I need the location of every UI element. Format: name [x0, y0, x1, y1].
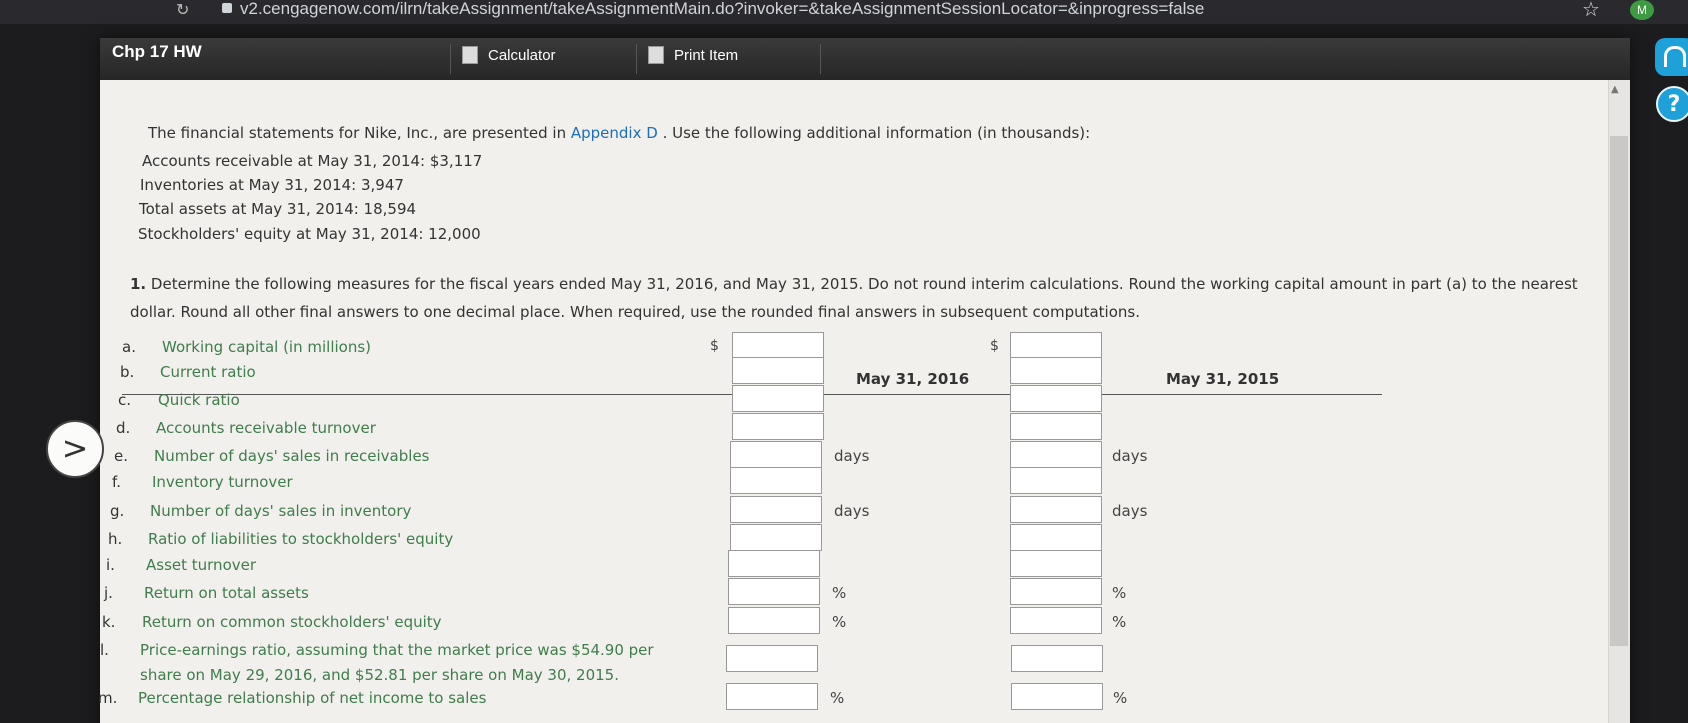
print-item-button[interactable]: [648, 46, 738, 64]
row-letter: a.: [122, 338, 136, 356]
unit-label-2015: %: [1112, 584, 1127, 602]
reload-icon[interactable]: ↻: [176, 2, 190, 19]
address-bar[interactable]: v2.cengagenow.com/ilrn/takeAssignment/takeAssignmentMain.do?invoker=&takeAssignmentSessionLocator=&inprogress=false: [240, 0, 1205, 18]
row-letter: e.: [114, 447, 128, 465]
unit-label-2015: %: [1112, 613, 1127, 631]
column-header-2015: May 31, 2015: [1166, 370, 1280, 388]
answer-input-2015[interactable]: [1010, 578, 1102, 605]
print-label: Print Item: [674, 46, 739, 64]
answer-input-2016[interactable]: [728, 578, 820, 605]
intro-after: . Use the following additional information (in thousands):: [657, 124, 1091, 142]
unit-label-2016: days: [834, 502, 870, 520]
answer-input-2016[interactable]: [728, 607, 820, 634]
answer-input-2015[interactable]: [1011, 645, 1103, 672]
unit-label-2016: %: [832, 613, 847, 631]
answer-input-2016[interactable]: [728, 550, 820, 577]
answer-input-2015[interactable]: [1011, 683, 1103, 710]
calculator-label: Calculator: [488, 46, 556, 64]
row-label: Asset turnover: [146, 556, 257, 574]
answer-input-2016[interactable]: [730, 467, 822, 494]
print-icon: [648, 46, 664, 64]
row-label: Return on common stockholders' equity: [142, 613, 442, 631]
answer-input-2015[interactable]: [1010, 607, 1102, 634]
row-letter: m.: [98, 689, 118, 707]
help-icon[interactable]: ?: [1656, 86, 1688, 122]
column-header-2016: May 31, 2016: [856, 370, 970, 388]
row-label: Accounts receivable turnover: [156, 419, 376, 437]
answer-input-2015[interactable]: [1010, 496, 1102, 523]
answer-input-2016[interactable]: [732, 385, 824, 412]
table-row: [100, 613, 1500, 641]
scroll-up-icon[interactable]: ▲: [1611, 84, 1619, 95]
answer-input-2015[interactable]: [1010, 332, 1102, 359]
scrollbar-thumb[interactable]: [1610, 136, 1628, 646]
table-row: [100, 689, 1500, 717]
row-letter: j.: [104, 584, 113, 602]
answer-input-2016[interactable]: [730, 496, 822, 523]
row-label: Price-earnings ratio, assuming that the market price was $54.90 per: [140, 641, 654, 659]
assignment-toolbar: [100, 38, 1630, 80]
answer-input-2016[interactable]: [726, 645, 818, 672]
toolbar-divider: [820, 44, 821, 74]
row-label-continued: share on May 29, 2016, and $52.81 per share on May 30, 2015.: [140, 666, 619, 684]
assignment-panel: [100, 38, 1630, 723]
unit-label-2016: days: [834, 447, 870, 465]
row-letter: g.: [110, 502, 125, 520]
calculator-icon: [462, 46, 478, 64]
row-label: Percentage relationship of net income to sales: [138, 689, 487, 707]
unit-label-2015: %: [1113, 689, 1128, 707]
row-label: Number of days' sales in receivables: [154, 447, 430, 465]
profile-avatar[interactable]: M: [1630, 0, 1654, 20]
intro-text: [148, 124, 1090, 142]
answer-input-2016[interactable]: [730, 441, 822, 468]
currency-symbol-2016: $: [710, 338, 719, 354]
given-stockholders-equity: Stockholders' equity at May 31, 2014: 12,000: [138, 225, 481, 243]
row-letter: c.: [118, 391, 132, 409]
answer-input-2015[interactable]: [1010, 385, 1102, 412]
answer-input-2016[interactable]: [726, 683, 818, 710]
row-letter: b.: [120, 363, 135, 381]
headset-widget-icon[interactable]: [1655, 38, 1688, 76]
next-question-button[interactable]: >: [46, 420, 104, 478]
row-label: Return on total assets: [144, 584, 309, 602]
row-label: Number of days' sales in inventory: [150, 502, 412, 520]
row-label: Inventory turnover: [152, 473, 293, 491]
row-letter: i.: [106, 556, 115, 574]
answer-input-2015[interactable]: [1010, 441, 1102, 468]
unit-label-2016: %: [830, 689, 845, 707]
unit-label-2016: %: [832, 584, 847, 602]
intro-before: The financial statements for Nike, Inc., are presented in: [148, 124, 571, 142]
row-letter: h.: [108, 530, 123, 548]
answer-input-2015[interactable]: [1010, 413, 1102, 440]
row-label: Quick ratio: [158, 391, 240, 409]
answer-input-2015[interactable]: [1010, 467, 1102, 494]
row-letter: f.: [112, 473, 121, 491]
toolbar-divider: [636, 44, 637, 74]
lock-icon: [222, 3, 232, 13]
answer-input-2015[interactable]: [1010, 357, 1102, 384]
row-letter: k.: [102, 613, 116, 631]
given-inventories: Inventories at May 31, 2014: 3,947: [140, 176, 404, 194]
given-total-assets: Total assets at May 31, 2014: 18,594: [139, 200, 417, 218]
answer-input-2016[interactable]: [732, 357, 824, 384]
appendix-link[interactable]: Appendix D: [570, 124, 658, 142]
currency-symbol-2015: $: [990, 338, 999, 354]
bookmark-star-icon[interactable]: ☆: [1582, 0, 1600, 21]
answer-input-2016[interactable]: [730, 524, 822, 551]
given-accounts-receivable: Accounts receivable at May 31, 2014: $3,117: [142, 152, 483, 170]
table-row: [100, 641, 1500, 684]
question-content: [100, 80, 1600, 723]
row-letter: d.: [116, 419, 131, 437]
unit-label-2015: days: [1112, 447, 1148, 465]
unit-label-2015: days: [1112, 502, 1148, 520]
browser-bar: [0, 0, 1688, 24]
calculator-button[interactable]: [462, 46, 556, 64]
answer-input-2015[interactable]: [1010, 550, 1102, 577]
answer-input-2016[interactable]: [732, 413, 824, 440]
row-label: Ratio of liabilities to stockholders' equity: [148, 530, 454, 548]
instructions: [130, 270, 1610, 326]
row-letter: l.: [100, 641, 109, 659]
row-label: Current ratio: [160, 363, 256, 381]
row-label: Working capital (in millions): [162, 338, 372, 356]
instructions-text: Determine the following measures for the fiscal years ended May 31, 2016, and May 31, 2015. Do not round interim calculations. Round the working capital amount in part (a) to the nearest dollar. Round all other final answers to one decimal place. When required, use the rounded final answers in subsequent computations.: [130, 275, 1578, 321]
assignment-title: Chp 17 HW: [112, 42, 202, 61]
answer-input-2015[interactable]: [1010, 524, 1102, 551]
question-number: 1.: [130, 275, 147, 293]
toolbar-divider: [450, 44, 451, 74]
answer-input-2016[interactable]: [732, 332, 824, 359]
